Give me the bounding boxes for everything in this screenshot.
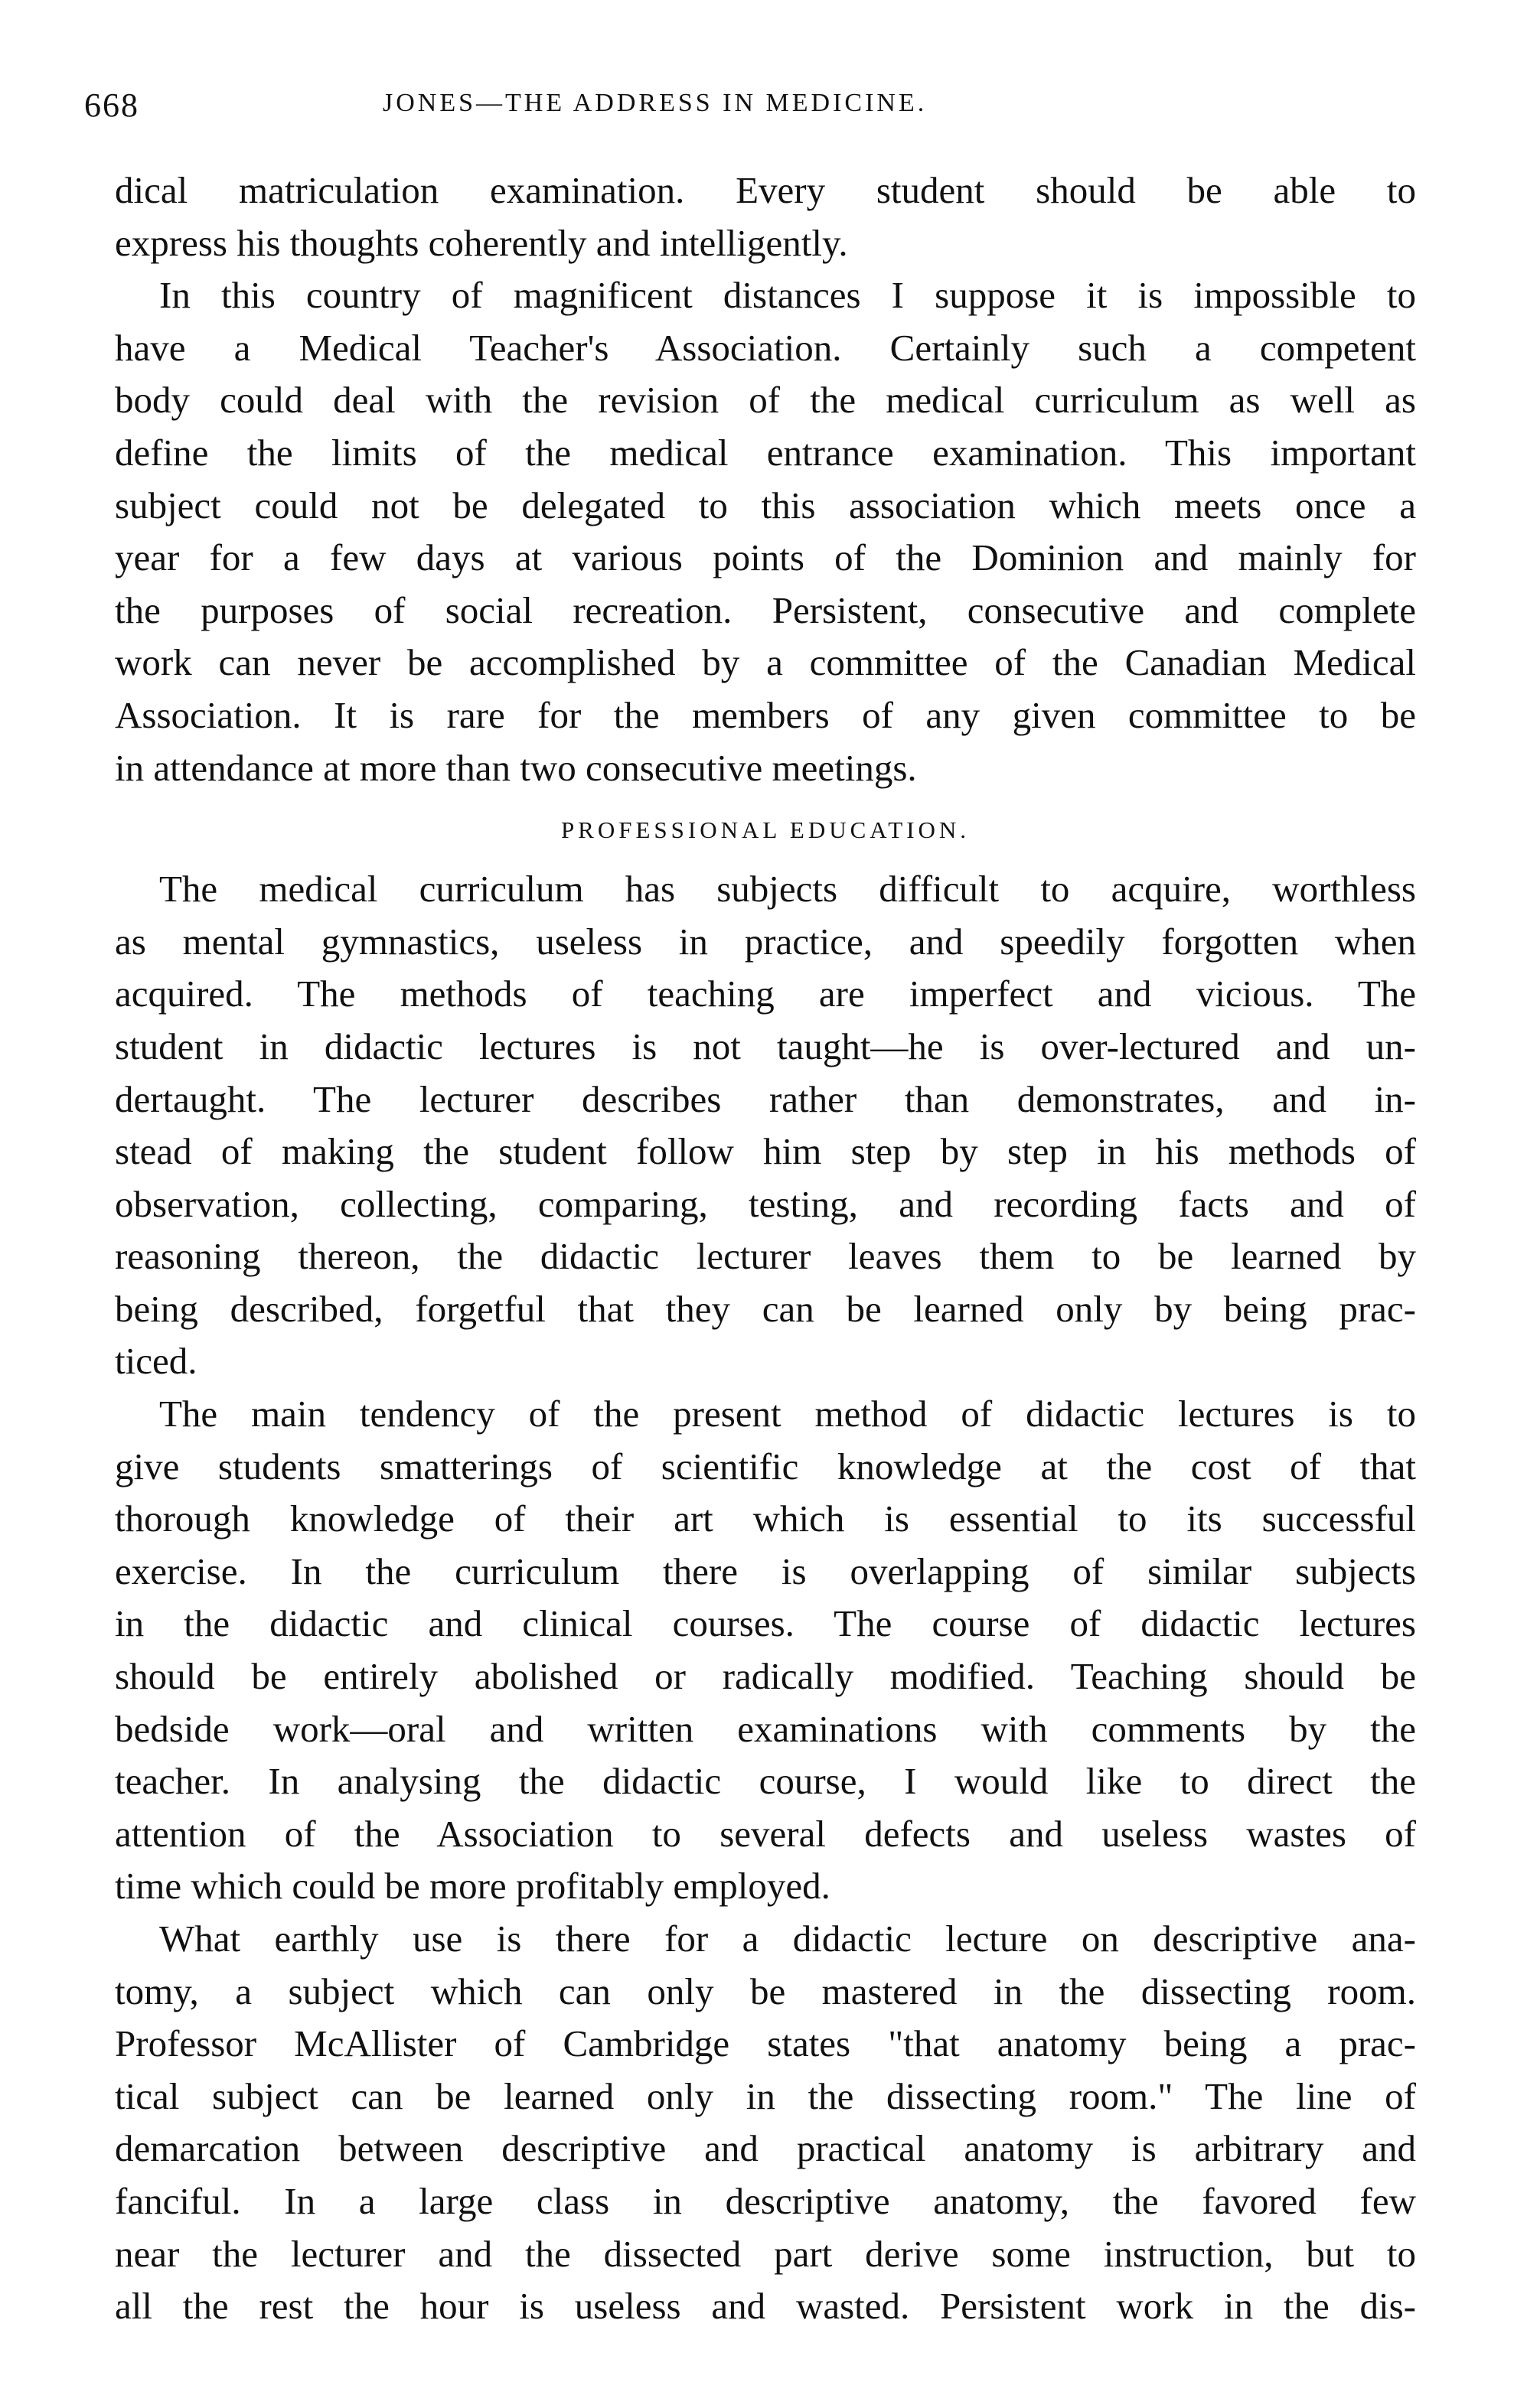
text-line: in the didactic and clinical courses. The course of didactic lectures [115,1602,1416,1645]
page-number: 668 [84,86,139,124]
body-text [115,165,1416,2333]
text-line: time which could be more profitably employed. [115,1865,830,1908]
text-line: attention of the Association to several defects and useless wastes of [115,1812,1416,1855]
text-line: the purposes of social recreation. Persistent, consecutive and complete [115,588,1416,631]
text-line: all the rest the hour is useless and wasted. Persistent work in the dis- [115,2285,1416,2328]
text-line: as mental gymnastics, useless in practice, and speedily forgotten when [115,920,1416,963]
text-line: teacher. In analysing the didactic course, I would like to direct the [115,1760,1416,1803]
text-line: acquired. The methods of teaching are imperfect and vicious. The [115,973,1416,1015]
text-line: body could deal with the revision of the medical curriculum as well as [115,379,1416,422]
text-line: dical matriculation examination. Every student should be able to [115,169,1416,211]
text-line: exercise. In the curriculum there is overlapping of similar subjects [115,1549,1416,1592]
text-line: define the limits of the medical entrance examination. This important [115,431,1416,474]
text-line: give students smatterings of scientific knowledge at the cost of that [115,1445,1416,1487]
section-heading: PROFESSIONAL EDUCATION. [560,816,971,844]
text-line: The medical curriculum has subjects difficult to acquire, worthless [159,868,1416,911]
text-line: In this country of magnificent distances I suppose it is impossible to [159,274,1416,317]
text-line: express his thoughts coherently and intelligently. [115,221,848,264]
text-line: year for a few days at various points of the Dominion and mainly for [115,536,1416,579]
text-line: Professor McAllister of Cambridge states "that anatomy being a prac- [115,2022,1416,2065]
text-line: being described, forgetful that they can be learned only by being prac- [115,1287,1416,1330]
text-line: have a Medical Teacher's Association. Certainly such a competent [115,326,1416,369]
running-title: JONES—THE ADDRESS IN MEDICINE. [383,89,928,117]
text-line: The main tendency of the present method of didactic lectures is to [159,1393,1416,1435]
text-line: What earthly use is there for a didactic lecture on descriptive ana- [159,1918,1416,1960]
text-line: stead of making the student follow him step by step in his methods of [115,1130,1416,1173]
running-head [84,86,1416,132]
text-line: reasoning thereon, the didactic lecturer leaves them to be learned by [115,1235,1416,1278]
text-line: in attendance at more than two consecutive meetings. [115,746,917,789]
text-line: should be entirely abolished or radically modified. Teaching should be [115,1655,1416,1698]
text-line: subject could not be delegated to this association which meets once a [115,484,1416,526]
text-line: dertaught. The lecturer describes rather than demonstrates, and in- [115,1077,1416,1120]
text-line: demarcation between descriptive and practical anatomy is arbitrary and [115,2127,1416,2170]
text-line: tomy, a subject which can only be mastered in the dissecting room. [115,1970,1416,2012]
text-line: student in didactic lectures is not taught—he is over-lectured and un- [115,1025,1416,1067]
text-line: fanciful. In a large class in descriptive anatomy, the favored few [115,2179,1416,2222]
text-line: observation, collecting, comparing, testing, and recording facts and of [115,1182,1416,1225]
text-line: near the lecturer and the dissected part derive some instruction, but to [115,2232,1416,2275]
text-line: thorough knowledge of their art which is essential to its successful [115,1497,1416,1540]
text-line: work can never be accomplished by a committee of the Canadian Medical [115,641,1416,684]
text-line: tical subject can be learned only in the dissecting room." The line of [115,2074,1416,2117]
text-line: Association. It is rare for the members of any given committee to be [115,693,1416,736]
text-line: bedside work—oral and written examinations with comments by the [115,1707,1416,1750]
text-line: ticed. [115,1340,197,1383]
